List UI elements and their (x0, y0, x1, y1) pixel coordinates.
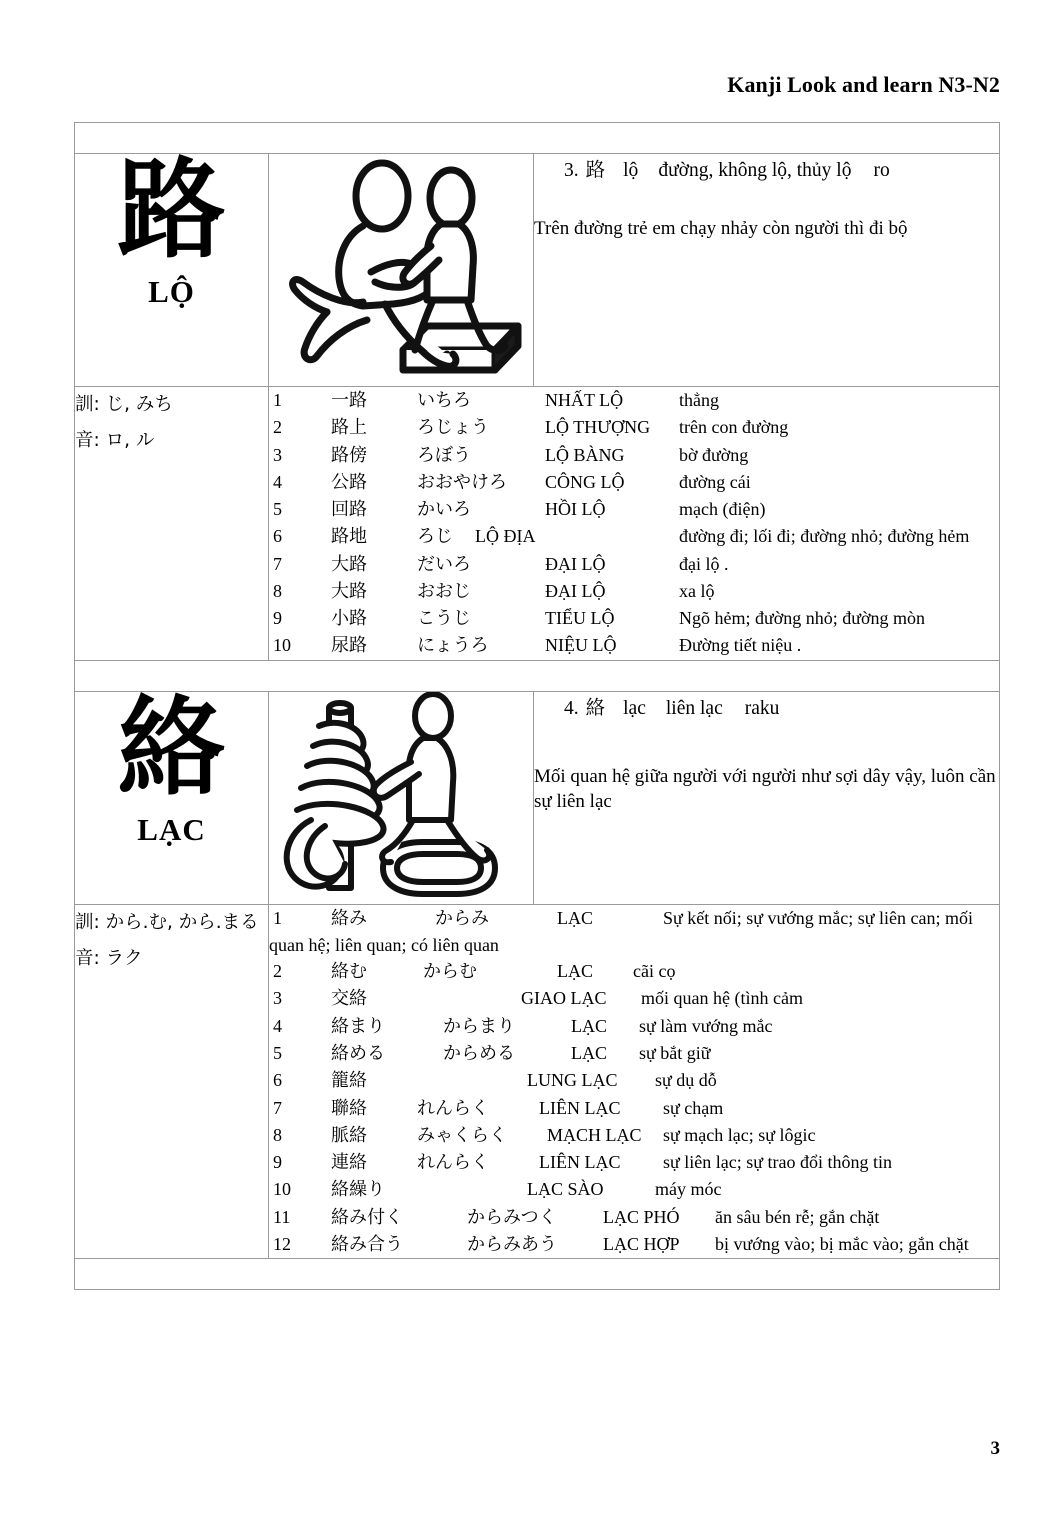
kun-reading: 訓: じ, みち (75, 394, 173, 415)
entry-row-main (75, 691, 1000, 904)
vocab-index: 2 (273, 417, 282, 438)
vocab-sino: LIÊN LẠC (539, 1097, 621, 1118)
vocab-index: 6 (273, 526, 282, 547)
vocab-row (269, 469, 999, 496)
vocab-sino: LẠC (557, 961, 593, 982)
vocab-sino: CÔNG LỘ (545, 471, 625, 492)
vocab-word: 絡み (331, 907, 367, 929)
vocab-sino: LẠC SÀO (527, 1179, 604, 1200)
vocab-meaning: sự liên lạc; sự trao đổi thông tin (663, 1152, 892, 1173)
vocab-word: 大路 (331, 580, 367, 602)
vocab-index: 9 (273, 608, 282, 629)
entry-title-reading: lộ (623, 160, 639, 181)
vocab-kana: からむ (423, 961, 477, 983)
vocab-word: 公路 (331, 471, 367, 493)
entry-title-line (534, 692, 999, 720)
vocabulary-cell (269, 387, 1000, 661)
entry-row-main (75, 154, 1000, 387)
vocab-row (269, 1013, 999, 1040)
vocab-word: 絡み合う (331, 1233, 403, 1255)
vocab-index: 8 (273, 580, 282, 601)
entry-mnemonic-description: Trên đường trẻ em chạy nhảy còn người thì đi bộ (534, 218, 908, 239)
vocab-meaning: bị vướng vào; bị mắc vào; gắn chặt (715, 1233, 969, 1254)
kanji-glyph: 絡 (117, 685, 226, 811)
vocab-meaning: đại lộ . (679, 553, 729, 574)
vocab-word: 小路 (331, 608, 367, 630)
vocab-meaning: Sự kết nối; sự vướng mắc; sự liên can; mối quan hệ; liên quan; có liên quan (269, 907, 974, 955)
vocab-meaning: ăn sâu bén rễ; gắn chặt (715, 1206, 880, 1227)
entry-title-kanji: 絡 (585, 695, 606, 719)
vocab-kana: みゃくらく (417, 1124, 507, 1146)
readings-cell (75, 387, 269, 661)
vocab-row (269, 496, 999, 523)
vocab-index: 4 (273, 471, 282, 492)
running-and-walking-figures-icon (275, 154, 527, 386)
vocab-row (269, 1095, 999, 1122)
vocab-kana: からみつく (467, 1206, 557, 1228)
vocab-index: 5 (273, 499, 282, 520)
vocab-row (269, 632, 999, 659)
vocab-kana: おおじ (417, 580, 471, 602)
vocab-row (269, 1067, 999, 1094)
vocab-row (269, 1149, 999, 1176)
vocab-row (269, 442, 999, 469)
rope-coiled-on-post-with-walking-figure-icon (281, 692, 521, 904)
vocab-row (269, 605, 999, 632)
vocab-word: 絡み付く (331, 1206, 403, 1228)
vocab-sino: ĐẠI LỘ (545, 580, 606, 601)
vocab-row (269, 387, 999, 414)
vocab-word: 脈絡 (331, 1124, 367, 1146)
vocab-meaning: sự dụ dỗ (655, 1070, 717, 1091)
vocab-row (269, 414, 999, 441)
vocab-sino: LIÊN LẠC (539, 1152, 621, 1173)
vocab-word: 回路 (331, 499, 367, 521)
vocab-index: 10 (273, 635, 291, 656)
vocabulary-list (269, 387, 999, 660)
vocab-sino: MẠCH LẠC (547, 1124, 642, 1145)
entry-title-romaji: raku (744, 697, 780, 719)
vocab-row (269, 958, 999, 985)
vocab-word: 聯絡 (331, 1097, 367, 1119)
vocab-meaning: xa lộ (679, 580, 715, 601)
vocab-sino: LẠC (557, 907, 593, 928)
kanji-display-cell (75, 685, 269, 904)
entry-number: 4. (564, 697, 579, 719)
vocab-meaning: mạch (điện) (679, 499, 766, 520)
vocab-index: 1 (273, 907, 282, 928)
vocab-kana: ろじ (417, 526, 453, 548)
vocab-meaning: cãi cọ (633, 961, 676, 982)
vocab-sino: LỘ ĐỊA (475, 526, 536, 547)
kanji-sino-vietnamese: LỘ (148, 274, 195, 310)
vocab-row (269, 1204, 999, 1231)
vocab-sino: HỒI LỘ (545, 499, 606, 520)
vocab-word: 連絡 (331, 1152, 367, 1174)
vocab-meaning: đường cái (679, 471, 751, 492)
vocab-word: 一路 (331, 390, 367, 411)
vocab-word: 籠絡 (331, 1070, 367, 1092)
vocab-sino: LỘ BÀNG (545, 444, 625, 465)
vocab-index: 2 (273, 961, 282, 982)
vocab-index: 6 (273, 1070, 282, 1091)
entry-row-vocab (75, 387, 1000, 661)
vocab-meaning: trên con đường (679, 417, 789, 438)
illustration-cell (269, 691, 534, 904)
entry-title-line (534, 154, 999, 182)
vocab-meaning: thẳng (679, 390, 719, 410)
vocabulary-cell (269, 904, 1000, 1258)
vocab-meaning: Ngõ hẻm; đường nhỏ; đường mòn (679, 608, 926, 629)
vocab-sino: LẠC HỢP (603, 1233, 680, 1254)
vocab-meaning: sự mạch lạc; sự lôgic (663, 1124, 816, 1145)
vocab-kana: いちろ (417, 390, 471, 411)
vocab-meaning: đường đi; lối đi; đường nhỏ; đường hẻm (679, 526, 970, 547)
vocab-sino: LẠC (571, 1042, 607, 1063)
vocab-kana: ろじょう (417, 417, 489, 439)
vocab-meaning: Đường tiết niệu . (679, 635, 802, 656)
vocab-meaning: sự chạm (663, 1097, 724, 1118)
vocab-kana: れんらく (417, 1152, 489, 1174)
vocab-row (269, 1176, 999, 1203)
vocab-sino: LẠC (571, 1015, 607, 1036)
page-number: 3 (990, 1438, 1000, 1459)
vocab-row (269, 985, 999, 1012)
entry-row-vocab (75, 904, 1000, 1258)
vocab-row (269, 1231, 999, 1258)
vocab-sino: LUNG LẠC (527, 1070, 618, 1091)
vocab-kana: かいろ (417, 499, 471, 521)
vocab-sino: LẠC PHÓ (603, 1206, 680, 1227)
vocab-sino: ĐẠI LỘ (545, 553, 606, 574)
vocab-word: 交絡 (331, 988, 367, 1010)
vocab-sino: LỘ THƯỢNG (545, 417, 651, 438)
vocab-index: 7 (273, 553, 282, 574)
vocab-word: 路地 (331, 526, 367, 548)
kun-reading: 訓: から.む, から.まる (75, 911, 259, 933)
vocab-word: 絡まり (331, 1015, 385, 1037)
entry-number: 3. (564, 160, 579, 181)
entry-title-reading: lạc (623, 697, 646, 719)
vocab-index: 12 (273, 1233, 291, 1254)
vocab-kana: からみあう (467, 1233, 557, 1255)
entry-mnemonic-description: Mối quan hệ giữa người với người như sợi dây vậy, luôn cần sự liên lạc (534, 765, 996, 812)
vocab-kana: こうじ (417, 608, 471, 630)
on-reading: 音: ラク (75, 947, 143, 969)
vocab-word: 絡める (331, 1042, 385, 1064)
entry-title-romaji: ro (873, 160, 890, 181)
kanji-sino-vietnamese: LẠC (137, 812, 206, 848)
kanji-display-cell (75, 148, 269, 387)
vocab-meaning: mối quan hệ (tình cảm (641, 988, 803, 1009)
vocab-row (269, 905, 999, 959)
table-spacer-row-bottom (75, 1259, 1000, 1290)
entry-meaning-cell (534, 154, 1000, 387)
vocab-word: 路上 (331, 417, 367, 439)
vocab-kana: にょうろ (417, 635, 489, 657)
entry-title-meaning: liên lạc (665, 697, 723, 719)
vocab-word: 絡繰り (331, 1179, 385, 1201)
on-reading: 音: ロ, ル (75, 430, 155, 452)
vocab-index: 9 (273, 1152, 282, 1173)
vocab-kana: からまり (443, 1015, 515, 1037)
vocab-kana: ろぼう (417, 444, 471, 466)
entry-title-kanji: 路 (585, 158, 606, 181)
vocab-sino: TIỂU LỘ (545, 608, 615, 629)
vocab-word: 大路 (331, 553, 367, 575)
vocab-row (269, 1040, 999, 1067)
vocab-index: 8 (273, 1124, 282, 1145)
entry-title-meaning: đường, không lộ, thủy lộ (658, 160, 852, 181)
vocab-kana: おおやけろ (417, 471, 507, 493)
vocab-row (269, 1122, 999, 1149)
page-header-title: Kanji Look and learn N3-N2 (727, 72, 1000, 97)
vocab-row (269, 551, 999, 578)
entry-meaning-cell (534, 691, 1000, 904)
vocab-row (269, 523, 999, 550)
vocab-index: 10 (273, 1179, 291, 1200)
vocab-word: 尿路 (331, 635, 367, 657)
vocab-index: 11 (273, 1206, 291, 1227)
kanji-entries-table (74, 122, 1000, 1290)
vocab-kana: れんらく (417, 1097, 489, 1119)
vocab-sino: GIAO LẠC (521, 988, 607, 1009)
vocab-word: 絡む (331, 961, 367, 983)
vocab-meaning: sự làm vướng mắc (639, 1015, 773, 1036)
vocab-index: 7 (273, 1097, 282, 1118)
vocab-meaning: bờ đường (679, 444, 749, 465)
vocab-kana: からみ (435, 907, 489, 929)
vocab-index: 1 (273, 390, 282, 410)
readings-cell (75, 904, 269, 1258)
vocab-kana: からめる (443, 1042, 515, 1064)
kanji-glyph: 路 (117, 148, 226, 273)
vocab-sino: NHẤT LỘ (545, 390, 624, 410)
vocab-kana: だいろ (417, 553, 471, 575)
vocab-index: 5 (273, 1042, 282, 1063)
vocabulary-list (269, 905, 999, 1258)
vocab-meaning: máy móc (655, 1179, 722, 1200)
vocab-meaning: sự bắt giữ (639, 1042, 711, 1063)
vocab-row (269, 578, 999, 605)
vocab-index: 3 (273, 988, 282, 1009)
vocab-index: 4 (273, 1015, 282, 1036)
vocab-word: 路傍 (331, 444, 367, 466)
vocab-sino: NIỆU LỘ (545, 635, 617, 656)
vocab-index: 3 (273, 444, 282, 465)
illustration-cell (269, 154, 534, 387)
